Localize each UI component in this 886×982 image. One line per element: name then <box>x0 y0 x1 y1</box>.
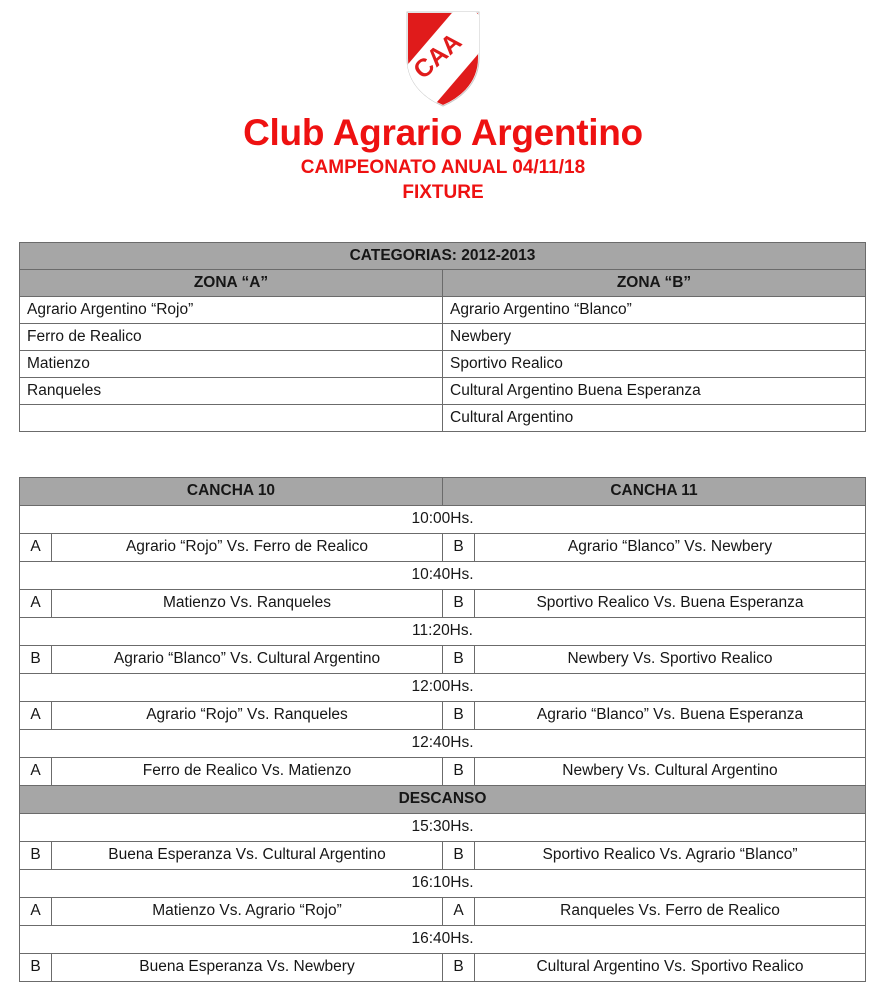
fixture-break-row <box>20 786 866 814</box>
zones-header-row <box>20 243 866 270</box>
cancha-10-zone: B <box>20 646 52 674</box>
zone-team-cell: Newbery <box>443 324 866 351</box>
cancha-10-zone: A <box>20 758 52 786</box>
cancha-10-match: Agrario “Blanco” Vs. Cultural Argentino <box>52 646 443 674</box>
zone-team-cell: Agrario Argentino “Rojo” <box>20 297 443 324</box>
zone-team-row <box>20 405 866 432</box>
zone-team-row <box>20 324 866 351</box>
cancha-11-match: Newbery Vs. Cultural Argentino <box>475 758 866 786</box>
time-label: 15:30Hs. <box>20 814 866 842</box>
cancha-10-match: Buena Esperanza Vs. Cultural Argentino <box>52 842 443 870</box>
cancha-10-match: Ferro de Realico Vs. Matienzo <box>52 758 443 786</box>
zones-column-header-row <box>20 270 866 297</box>
club-crest-shield-icon <box>397 6 489 110</box>
fixture-time-row <box>20 926 866 954</box>
fixture-match-row <box>20 534 866 562</box>
zone-team-cell: Ferro de Realico <box>20 324 443 351</box>
time-label: 10:00Hs. <box>20 506 866 534</box>
fixture-subtitle: FIXTURE <box>402 181 484 203</box>
fixture-match-row <box>20 842 866 870</box>
fixture-match-row <box>20 954 866 982</box>
fixture-time-row <box>20 562 866 590</box>
cancha-11-header: CANCHA 11 <box>443 478 866 506</box>
cancha-11-zone: B <box>443 842 475 870</box>
time-label: 16:40Hs. <box>20 926 866 954</box>
cancha-10-zone: A <box>20 702 52 730</box>
fixture-match-row <box>20 590 866 618</box>
zone-team-cell: Sportivo Realico <box>443 351 866 378</box>
cancha-11-zone: B <box>443 590 475 618</box>
zone-team-row <box>20 351 866 378</box>
cancha-11-match: Newbery Vs. Sportivo Realico <box>475 646 866 674</box>
time-label: 12:00Hs. <box>20 674 866 702</box>
fixture-match-row <box>20 898 866 926</box>
cancha-11-match: Ranqueles Vs. Ferro de Realico <box>475 898 866 926</box>
cancha-10-header: CANCHA 10 <box>20 478 443 506</box>
fixture-time-row <box>20 730 866 758</box>
cancha-11-zone: B <box>443 702 475 730</box>
cancha-11-zone: B <box>443 758 475 786</box>
crest-initials: CAA <box>408 27 468 85</box>
time-label: 11:20Hs. <box>20 618 866 646</box>
cancha-10-match: Agrario “Rojo” Vs. Ranqueles <box>52 702 443 730</box>
zone-column-header-b: ZONA “B” <box>443 270 866 297</box>
zone-team-cell: Cultural Argentino Buena Esperanza <box>443 378 866 405</box>
cancha-10-zone: A <box>20 898 52 926</box>
zone-team-cell: Cultural Argentino <box>443 405 866 432</box>
club-name-title: Club Agrario Argentino <box>243 112 643 153</box>
break-label: DESCANSO <box>20 786 866 814</box>
cancha-11-zone: B <box>443 646 475 674</box>
zones-table <box>19 242 866 432</box>
categories-header: CATEGORIAS: 2012-2013 <box>20 243 866 270</box>
cancha-10-match: Matienzo Vs. Agrario “Rojo” <box>52 898 443 926</box>
zone-team-cell <box>20 405 443 432</box>
cancha-11-match: Cultural Argentino Vs. Sportivo Realico <box>475 954 866 982</box>
page-header <box>0 0 886 204</box>
zone-team-cell: Matienzo <box>20 351 443 378</box>
fixture-time-row <box>20 674 866 702</box>
time-label: 10:40Hs. <box>20 562 866 590</box>
time-label: 12:40Hs. <box>20 730 866 758</box>
zone-team-cell: Ranqueles <box>20 378 443 405</box>
fixture-time-row <box>20 618 866 646</box>
cancha-10-zone: B <box>20 842 52 870</box>
fixture-match-row <box>20 646 866 674</box>
cancha-10-zone: B <box>20 954 52 982</box>
championship-subtitle: CAMPEONATO ANUAL 04/11/18 <box>300 156 586 178</box>
fixture-time-row <box>20 814 866 842</box>
fixture-time-row <box>20 506 866 534</box>
cancha-10-zone: A <box>20 534 52 562</box>
cancha-11-zone: B <box>443 954 475 982</box>
cancha-11-zone: A <box>443 898 475 926</box>
cancha-10-match: Matienzo Vs. Ranqueles <box>52 590 443 618</box>
fixture-match-row <box>20 702 866 730</box>
fixture-time-row <box>20 870 866 898</box>
zone-team-row <box>20 378 866 405</box>
fixture-table <box>19 477 866 982</box>
zone-team-cell: Agrario Argentino “Blanco” <box>443 297 866 324</box>
zone-column-header-a: ZONA “A” <box>20 270 443 297</box>
fixture-header-row <box>20 478 866 506</box>
cancha-11-match: Sportivo Realico Vs. Buena Esperanza <box>475 590 866 618</box>
cancha-10-match: Buena Esperanza Vs. Newbery <box>52 954 443 982</box>
fixture-match-row <box>20 758 866 786</box>
zone-team-row <box>20 297 866 324</box>
cancha-11-match: Agrario “Blanco” Vs. Newbery <box>475 534 866 562</box>
cancha-10-zone: A <box>20 590 52 618</box>
cancha-11-match: Sportivo Realico Vs. Agrario “Blanco” <box>475 842 866 870</box>
cancha-11-match: Agrario “Blanco” Vs. Buena Esperanza <box>475 702 866 730</box>
cancha-11-zone: B <box>443 534 475 562</box>
time-label: 16:10Hs. <box>20 870 866 898</box>
cancha-10-match: Agrario “Rojo” Vs. Ferro de Realico <box>52 534 443 562</box>
